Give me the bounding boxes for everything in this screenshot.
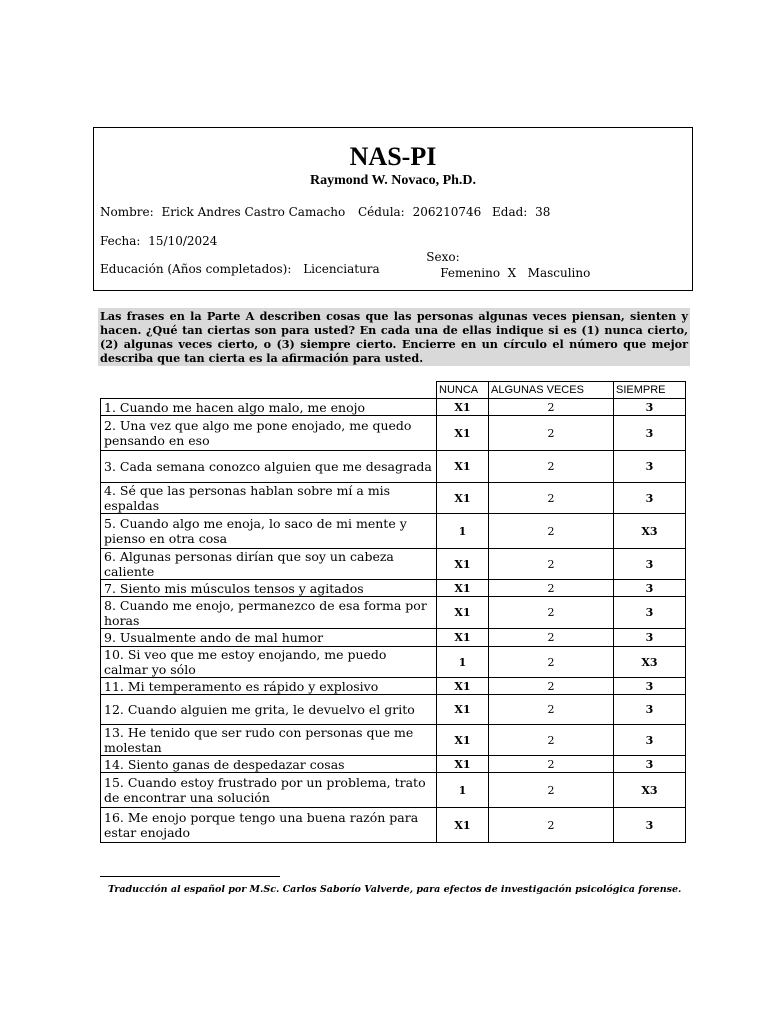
sexo-label: Sexo: xyxy=(426,250,460,264)
answer-siempre[interactable]: 3 xyxy=(614,483,686,514)
table-row xyxy=(101,647,686,678)
answer-nunca[interactable]: X1 xyxy=(437,399,489,416)
item-text: 4. Sé que las personas hablan sobre mí a mis espaldas xyxy=(101,483,437,514)
cedula-label: Cédula: xyxy=(358,205,405,219)
table-row xyxy=(101,756,686,773)
edad-label: Edad: xyxy=(492,205,528,219)
answer-siempre[interactable]: 3 xyxy=(614,580,686,597)
answer-nunca[interactable]: X1 xyxy=(437,678,489,695)
footnote: Traducción al español por M.Sc. Carlos Saborío Valverde, para efectos de investigación psicológica forense. xyxy=(108,884,682,895)
table-row xyxy=(101,549,686,580)
document-author: Raymond W. Novaco, Ph.D. xyxy=(309,173,477,188)
table-row xyxy=(101,451,686,483)
cedula-value: 206210746 xyxy=(412,205,482,219)
answer-siempre[interactable]: 3 xyxy=(614,597,686,629)
footnote-divider xyxy=(100,876,280,877)
answer-siempre[interactable]: X3 xyxy=(614,773,686,808)
table-row xyxy=(101,725,686,756)
item-text: 2. Una vez que algo me pone enojado, me quedo pensando en eso xyxy=(101,416,437,451)
item-text: 12. Cuando alguien me grita, le devuelvo el grito xyxy=(101,695,437,725)
answer-nunca[interactable]: X1 xyxy=(437,549,489,580)
answer-nunca[interactable]: 1 xyxy=(437,514,489,549)
column-header-nunca: NUNCA xyxy=(437,382,489,399)
table-row xyxy=(101,399,686,416)
answer-siempre[interactable]: 3 xyxy=(614,629,686,647)
table-row xyxy=(101,808,686,843)
table-row xyxy=(101,678,686,695)
item-text: 16. Me enojo porque tengo una buena razón para estar enojado xyxy=(101,808,437,843)
answer-algunas-veces[interactable]: 2 xyxy=(489,549,614,580)
info-row-edad xyxy=(492,204,550,220)
answer-algunas-veces[interactable]: 2 xyxy=(489,808,614,843)
item-text: 14. Siento ganas de despedazar cosas xyxy=(101,756,437,773)
answer-nunca[interactable]: X1 xyxy=(437,695,489,725)
fecha-value: 15/10/2024 xyxy=(148,234,218,248)
answer-nunca[interactable]: X1 xyxy=(437,808,489,843)
answer-nunca[interactable]: X1 xyxy=(437,597,489,629)
answer-siempre[interactable]: X3 xyxy=(614,647,686,678)
item-text: 8. Cuando me enojo, permanezco de esa forma por horas xyxy=(101,597,437,629)
table-row xyxy=(101,483,686,514)
answer-nunca[interactable]: X1 xyxy=(437,451,489,483)
table-row xyxy=(101,416,686,451)
item-text: 13. He tenido que ser rudo con personas que me molestan xyxy=(101,725,437,756)
answer-algunas-veces[interactable]: 2 xyxy=(489,695,614,725)
info-row-fecha xyxy=(100,233,217,249)
answer-nunca[interactable]: X1 xyxy=(437,756,489,773)
edad-value: 38 xyxy=(535,205,551,219)
answer-nunca[interactable]: X1 xyxy=(437,580,489,597)
answer-nunca[interactable]: X1 xyxy=(437,416,489,451)
answer-siempre[interactable]: 3 xyxy=(614,695,686,725)
answer-algunas-veces[interactable]: 2 xyxy=(489,451,614,483)
item-text: 5. Cuando algo me enoja, lo saco de mi mente y pienso en otra cosa xyxy=(101,514,437,549)
item-text: 6. Algunas personas dirían que soy un cabeza caliente xyxy=(101,549,437,580)
nombre-value: Erick Andres Castro Camacho xyxy=(161,205,346,219)
answer-nunca[interactable]: 1 xyxy=(437,647,489,678)
info-row-nombre xyxy=(100,204,345,220)
column-header-siempre: SIEMPRE xyxy=(614,382,686,399)
table-header-row xyxy=(101,382,686,399)
column-header-algunas-veces: ALGUNAS VECES xyxy=(489,382,614,399)
answer-siempre[interactable]: 3 xyxy=(614,399,686,416)
answer-siempre[interactable]: 3 xyxy=(614,725,686,756)
table-row xyxy=(101,629,686,647)
answer-algunas-veces[interactable]: 2 xyxy=(489,483,614,514)
nombre-label: Nombre: xyxy=(100,205,154,219)
questionnaire-table xyxy=(100,381,686,843)
table-row xyxy=(101,695,686,725)
answer-siempre[interactable]: 3 xyxy=(614,756,686,773)
answer-siempre[interactable]: 3 xyxy=(614,416,686,451)
instructions-paragraph: Las frases en la Parte A describen cosas que las personas algunas veces piensan, sienten y hacen. ¿Qué tan ciertas son para usted? En cada una de ellas indique si es (1) nunca cierto, (2) algunas veces cierto, o (3) siempre cierto. Encierre en un círculo el número que mejor describa que tan cierta es la afirmación para usted. xyxy=(100,309,688,365)
item-text: 15. Cuando estoy frustrado por un problema, trato de encontrar una solución xyxy=(101,773,437,808)
item-text: 10. Si veo que me estoy enojando, me puedo calmar yo sólo xyxy=(101,647,437,678)
answer-nunca[interactable]: X1 xyxy=(437,629,489,647)
answer-algunas-veces[interactable]: 2 xyxy=(489,725,614,756)
answer-siempre[interactable]: 3 xyxy=(614,549,686,580)
header-box xyxy=(93,127,693,291)
answer-algunas-veces[interactable]: 2 xyxy=(489,514,614,549)
answer-nunca[interactable]: X1 xyxy=(437,725,489,756)
answer-algunas-veces[interactable]: 2 xyxy=(489,416,614,451)
answer-algunas-veces[interactable]: 2 xyxy=(489,629,614,647)
answer-nunca[interactable]: 1 xyxy=(437,773,489,808)
header-empty-cell xyxy=(101,382,437,399)
table-row xyxy=(101,580,686,597)
table-row xyxy=(101,597,686,629)
answer-algunas-veces[interactable]: 2 xyxy=(489,399,614,416)
educacion-label: Educación (Años completados): xyxy=(100,262,292,276)
info-row-sexo xyxy=(411,233,590,297)
answer-siempre[interactable]: 3 xyxy=(614,678,686,695)
educacion-value: Licenciatura xyxy=(303,262,380,276)
answer-siempre[interactable]: 3 xyxy=(614,451,686,483)
info-row-educacion xyxy=(100,261,380,277)
answer-algunas-veces[interactable]: 2 xyxy=(489,597,614,629)
sexo-options: Femenino X Masculino xyxy=(440,266,591,280)
item-text: 7. Siento mis músculos tensos y agitados xyxy=(101,580,437,597)
answer-algunas-veces[interactable]: 2 xyxy=(489,756,614,773)
answer-algunas-veces[interactable]: 2 xyxy=(489,678,614,695)
answer-nunca[interactable]: X1 xyxy=(437,483,489,514)
item-text: 9. Usualmente ando de mal humor xyxy=(101,629,437,647)
answer-algunas-veces[interactable]: 2 xyxy=(489,580,614,597)
answer-algunas-veces[interactable]: 2 xyxy=(489,647,614,678)
answer-siempre[interactable]: 3 xyxy=(614,808,686,843)
item-text: 1. Cuando me hacen algo malo, me enojo xyxy=(101,399,437,416)
table-row xyxy=(101,773,686,808)
fecha-label: Fecha: xyxy=(100,234,141,248)
table-row xyxy=(101,514,686,549)
answer-algunas-veces[interactable]: 2 xyxy=(489,773,614,808)
info-row-cedula xyxy=(358,204,481,220)
document-title: NAS-PI xyxy=(349,142,437,171)
item-text: 3. Cada semana conozco alguien que me desagrada xyxy=(101,451,437,483)
answer-siempre[interactable]: X3 xyxy=(614,514,686,549)
item-text: 11. Mi temperamento es rápido y explosivo xyxy=(101,678,437,695)
